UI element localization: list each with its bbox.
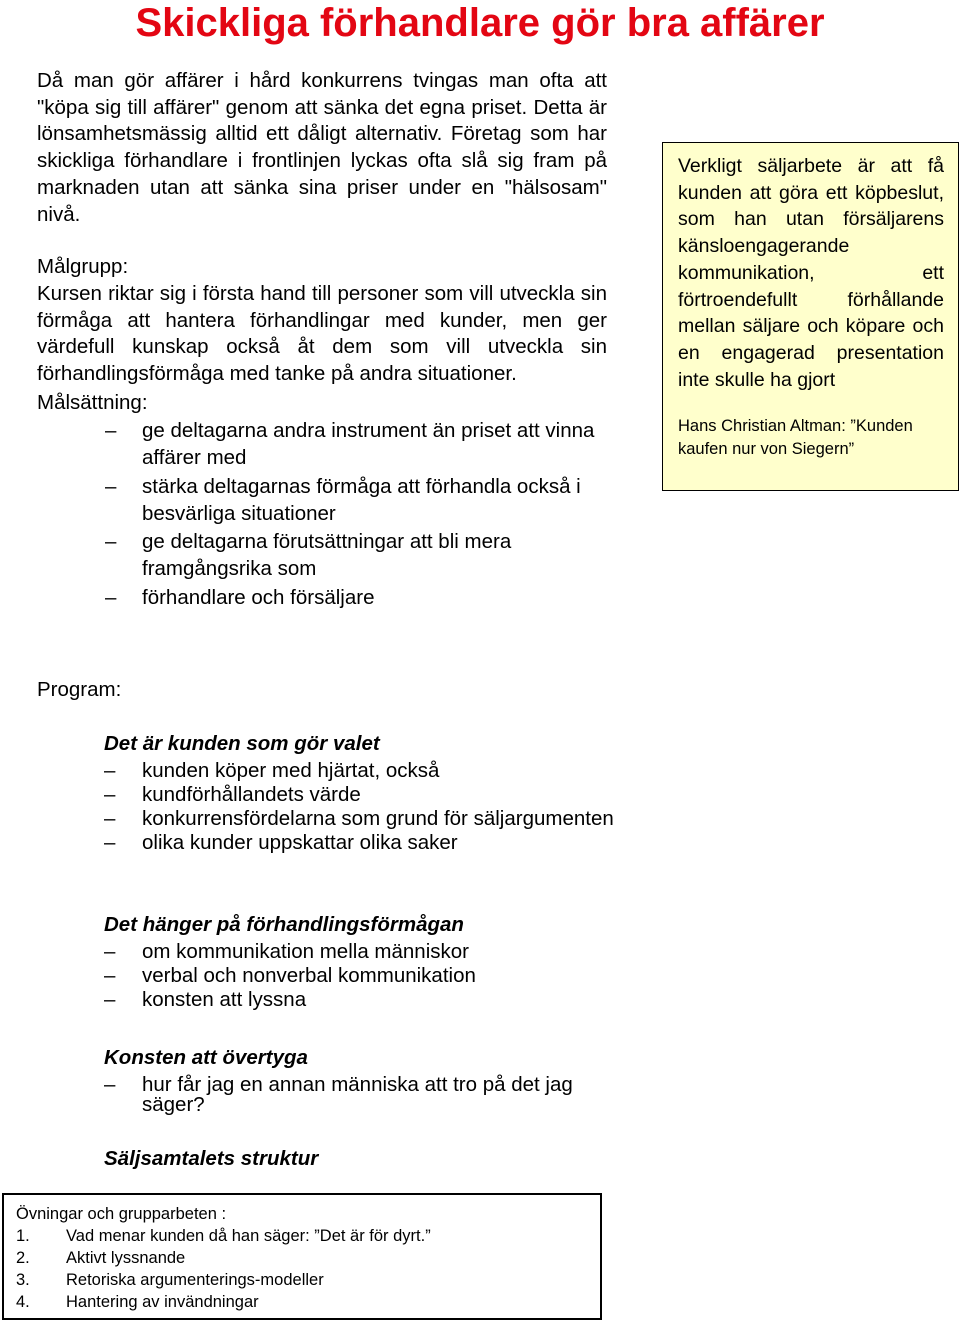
list-item-text: olika kunder uppskattar olika saker — [142, 830, 458, 854]
list-item — [16, 1291, 588, 1313]
list-item-text: stärka deltagarnas förmåga att förhandla också i besvärliga situationer — [142, 474, 581, 525]
section-list — [104, 1072, 624, 1116]
dash-bullet-icon: – — [104, 1072, 116, 1096]
section-heading: Det hänger på förhandlingsförmågan — [104, 913, 464, 936]
program-section — [104, 912, 624, 1014]
list-number: 2. — [16, 1249, 30, 1267]
list-item — [104, 939, 624, 963]
main-content — [37, 68, 607, 613]
dash-bullet-icon: – — [105, 474, 117, 498]
dash-bullet-icon: – — [104, 758, 116, 782]
exercise-list — [16, 1225, 588, 1313]
list-item-text: Retoriska argumenterings-modeller — [66, 1271, 324, 1289]
intro-paragraph: Då man gör affärer i hård konkurrens tvingas man ofta att "köpa sig till affärer" genom att sänka det egna priset. Detta är lönsamhetsmässig alltid ett dåligt alternativ. Företag som har skickliga förhandlare i frontlinjen lyckas ofta slå sig fram på marknaden utan att sänka sina priser under en "hälsosam" nivå. — [37, 69, 607, 226]
list-item-text: Vad menar kunden då han säger: ”Det är för dyrt.” — [66, 1227, 431, 1245]
list-item — [104, 963, 624, 987]
list-number: 3. — [16, 1271, 30, 1289]
program-section — [104, 1146, 624, 1173]
section-list — [104, 758, 624, 854]
section-list — [104, 939, 624, 1011]
list-item-text: ge deltagarna andra instrument än priset att vinna affärer med — [142, 419, 595, 470]
dash-bullet-icon: – — [104, 987, 116, 1011]
list-item — [104, 987, 624, 1011]
dash-bullet-icon: – — [104, 830, 116, 854]
list-item — [104, 1072, 624, 1116]
list-item-text: kunden köper med hjärtat, också — [142, 758, 440, 782]
list-item — [37, 418, 607, 471]
list-item-text: konkurrensfördelarna som grund för säljargumenten — [142, 806, 614, 830]
malgrupp-text: Kursen riktar sig i första hand till personer som vill utveckla sin förmåga att hantera förhandlingar med kunder, men ger värdefull kunskap också åt dem som vill utveckla sin förhandlingsförmåga med tanke på andra situationer. — [37, 281, 607, 386]
quote-box — [662, 142, 959, 491]
list-item-text: om kommunikation mella människor — [142, 939, 469, 963]
list-item — [37, 585, 607, 612]
list-item-text: konsten att lyssna — [142, 987, 307, 1011]
list-item-text: ge deltagarna förutsättningar att bli mera framgångsrika som — [142, 530, 512, 580]
exercise-box — [2, 1193, 602, 1320]
quote-text: Verkligt säljarbete är att få kunden att göra ett köpbeslut, som han utan försäljarens känsloengagerande kommunikation, ett förtroendefullt förhållande mellan säljare och köpare och en engagerad presentation inte skulle ha gjort — [678, 155, 944, 391]
dash-bullet-icon: – — [105, 419, 117, 443]
dash-bullet-icon: – — [105, 585, 117, 609]
dash-bullet-icon: – — [104, 963, 116, 987]
list-item — [104, 782, 624, 806]
list-item — [37, 529, 607, 582]
page-title: Skickliga förhandlare gör bra affärer — [135, 1, 825, 45]
malsattning-label: Målsättning: — [37, 390, 148, 414]
list-item — [16, 1247, 588, 1269]
list-item-text: hur får jag en annan människa att tro på det jag säger? — [142, 1072, 573, 1116]
program-section — [104, 1045, 624, 1119]
list-item-text: Aktivt lyssnande — [66, 1249, 186, 1267]
dash-bullet-icon: – — [105, 530, 117, 554]
list-item — [104, 830, 624, 854]
list-item — [104, 806, 624, 830]
malsattning-list — [37, 418, 607, 611]
dash-bullet-icon: – — [104, 939, 116, 963]
list-number: 1. — [16, 1227, 30, 1245]
quote-attribution: Hans Christian Altman: ”Kunden kaufen nur von Siegern” — [678, 417, 913, 458]
section-heading: Säljsamtalets struktur — [104, 1147, 319, 1170]
list-item — [37, 474, 607, 527]
list-number: 4. — [16, 1293, 30, 1311]
program-section — [104, 731, 624, 857]
list-item — [104, 758, 624, 782]
list-item-text: kundförhållandets värde — [142, 782, 361, 806]
malgrupp-label: Målgrupp: — [37, 255, 129, 279]
list-item-text: verbal och nonverbal kommunikation — [142, 963, 476, 987]
section-heading: Konsten att övertyga — [104, 1046, 308, 1069]
section-heading: Det är kunden som gör valet — [104, 732, 380, 755]
list-item-text: förhandlare och försäljare — [142, 585, 375, 609]
dash-bullet-icon: – — [104, 806, 116, 830]
program-label: Program: — [37, 678, 122, 701]
exercise-title: Övningar och grupparbeten : — [16, 1205, 227, 1223]
list-item-text: Hantering av invändningar — [66, 1293, 259, 1311]
list-item — [16, 1269, 588, 1291]
dash-bullet-icon: – — [104, 782, 116, 806]
list-item — [16, 1225, 588, 1247]
